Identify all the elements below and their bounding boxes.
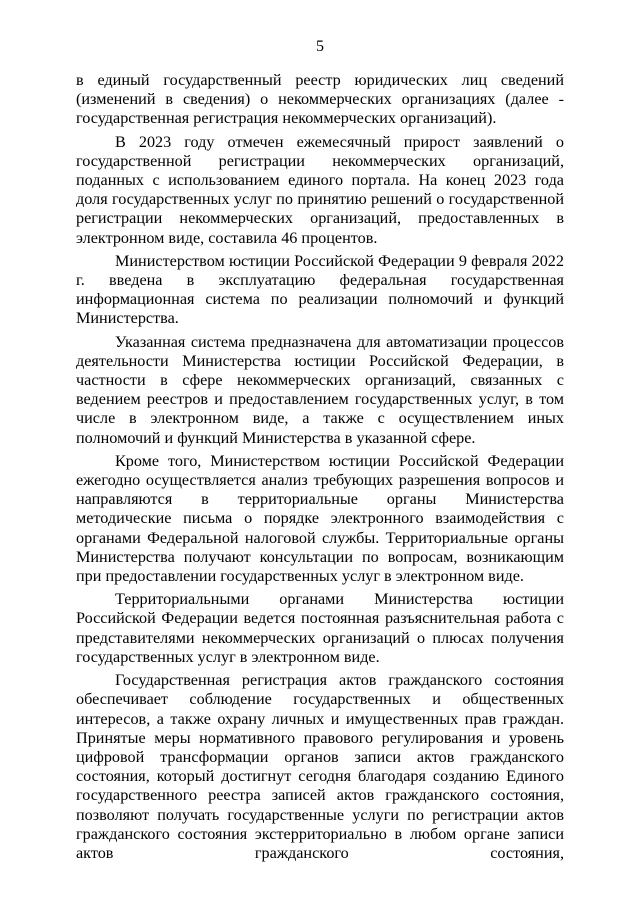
- paragraph-registration-growth: В 2023 году отмечен ежемесячный прирост заявлений о государственной регистрации некоммерческих организаций, поданных с использованием единого портала. На конец 2023 года доля государственных услуг по принятию решений о государственной регистрации некоммерческих организаций, предоставленных в электронном виде, составила 46 процентов.: [76, 132, 564, 247]
- paragraph-civil-registration: Государственная регистрация актов гражданского состояния обеспечивает соблюдение государственных и общественных интересов, а также охрану личных и имущественных прав граждан. Принятые меры нормативного правового регулирования и уровень цифровой трансформации органов записи актов гражданского состояния, который достигнут сегодня благодаря созданию Единого государственного реестра записей актов гражданского состояния, позволяют получать государственные услуги по регистрации актов гражданского состояния экстерриториально в любом органе записи актов гражданского состояния,: [76, 671, 564, 862]
- page-number: 5: [316, 38, 324, 55]
- paragraph-continuation: в единый государственный реестр юридических лиц сведений (изменений в сведения) о некоммерческих организациях (далее - государственная регистрация некоммерческих организаций).: [76, 71, 564, 128]
- paragraph-explanatory-work: Территориальными органами Министерства юстиции Российской Федерации ведется постоянная разъяснительная работа с представителями некоммерческих организаций о плюсах получения государственных услуг в электронном виде.: [76, 590, 564, 666]
- paragraph-system-purpose: Указанная система предназначена для автоматизации процессов деятельности Министерства юстиции Российской Федерации, в частности в сфере некоммерческих организаций, связанных с ведением реестров и предоставлением государственных услуг, в том числе в электронном виде, а также с осуществлением иных полномочий и функций Министерства в указанной сфере.: [76, 332, 564, 447]
- paragraph-information-system: Министерством юстиции Российской Федерации 9 февраля 2022 г. введена в эксплуатацию федеральная государственная информационная система по реализации полномочий и функций Министерства.: [76, 251, 564, 328]
- paragraph-annual-analysis: Кроме того, Министерством юстиции Российской Федерации ежегодно осуществляется анализ требующих разрешения вопросов и направляются в территориальные органы Министерства методические письма о порядке электронного взаимодействия с органами Федеральной налоговой службы. Территориальные органы Министерства получают консультации по вопросам, возникающим при предоставлении государственных услуг в электронном виде.: [76, 451, 564, 586]
- document-body: [76, 71, 564, 867]
